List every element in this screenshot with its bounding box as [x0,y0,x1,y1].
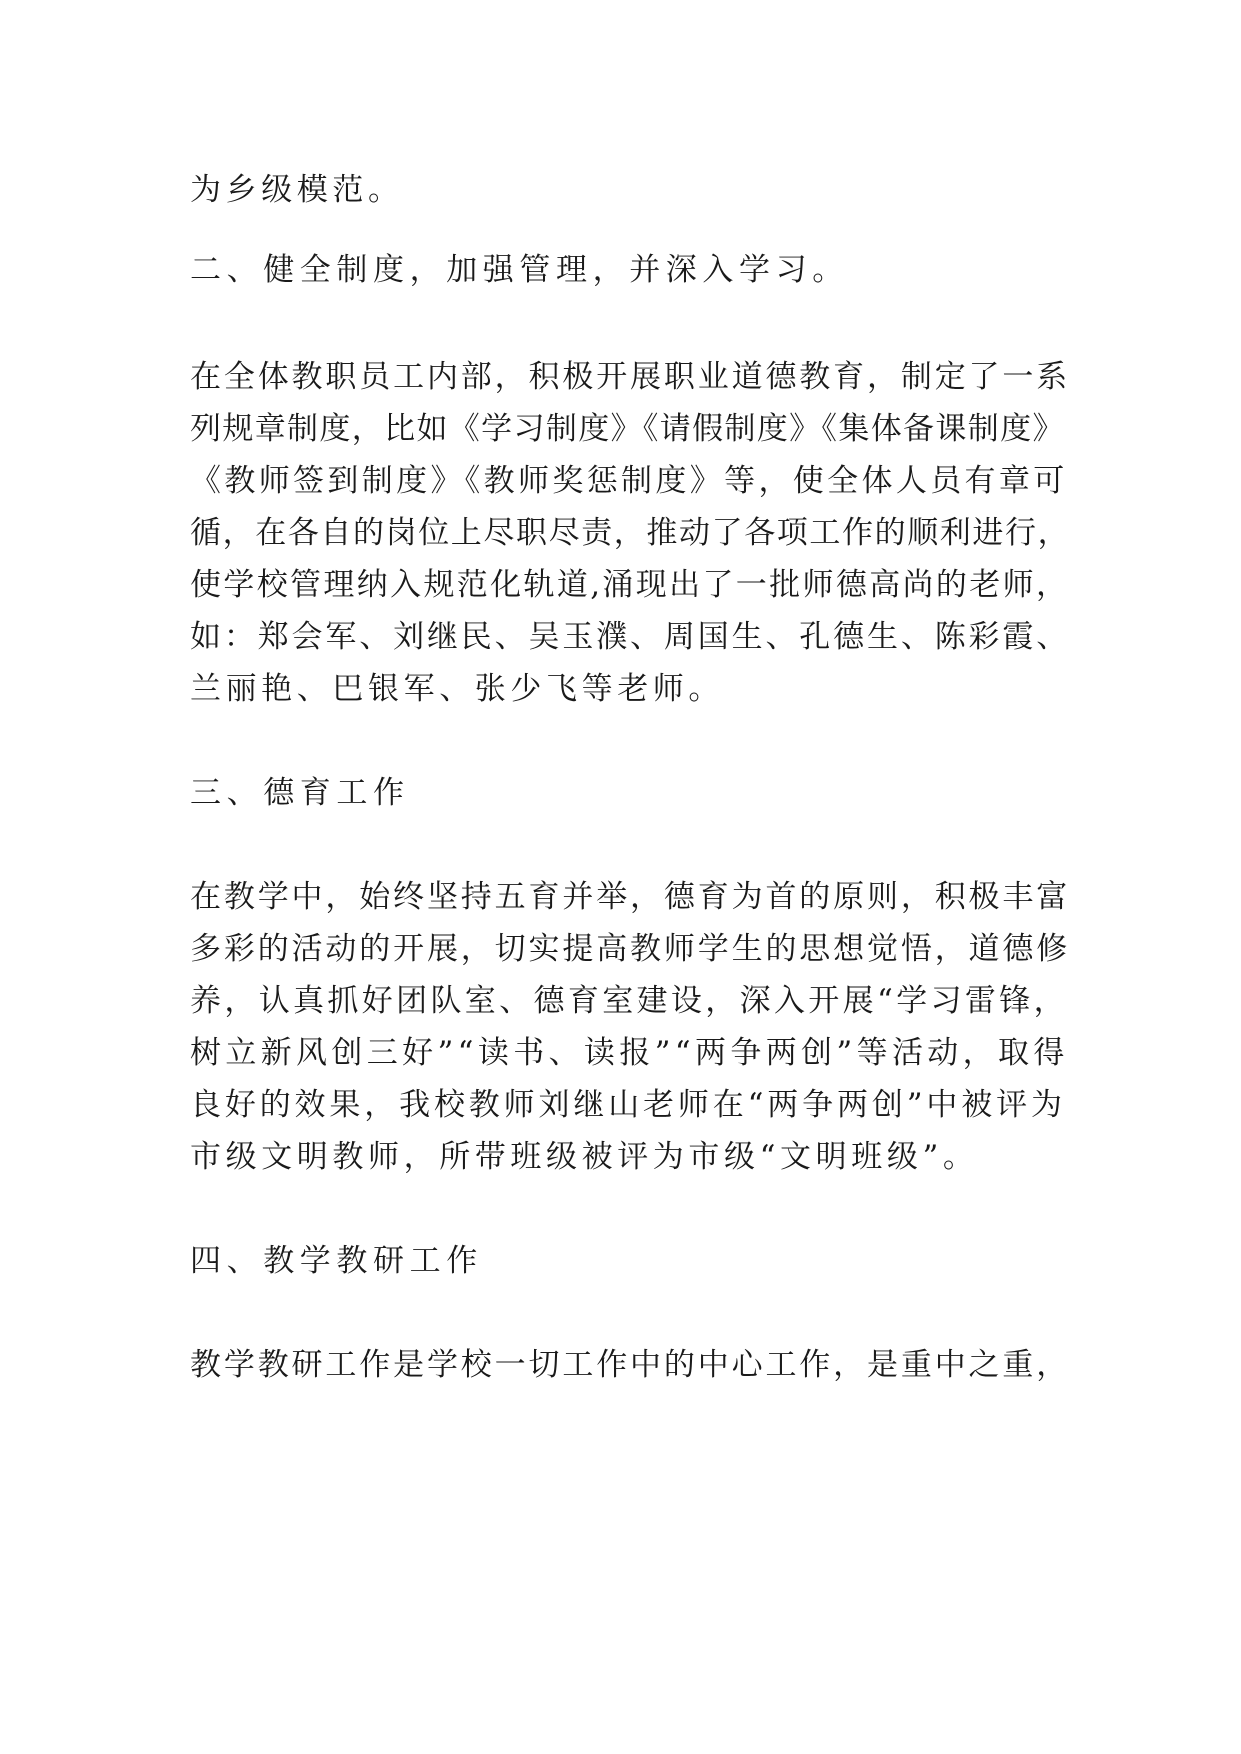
paragraph-line: 在全体教职员工内部，积极开展职业道德教育，制定了一系 [190,359,1071,395]
paragraph-line: 市级文明教师，所带班级被评为市级“文明班级”。 [190,1139,979,1175]
paragraph-line: 循，在各自的岗位上尽职尽责，推动了各项工作的顺利进行， [190,515,1071,551]
section-heading-2: 二、健全制度，加强管理，并深入学习。 [190,252,849,288]
paragraph-line: 如：郑会军、刘继民、吴玉濮、周国生、孔德生、陈彩霞、 [190,619,1071,655]
paragraph-line: 良好的效果，我校教师刘继山老师在“两争两创”中被评为 [190,1087,1066,1123]
paragraph-line: 《教师签到制度》《教师奖惩制度》等，使全体人员有章可 [190,463,1068,499]
section-heading-3: 三、德育工作 [190,775,410,811]
paragraph-line: 养，认真抓好团队室、德育室建设，深入开展“学习雷锋， [190,983,1068,1019]
paragraph-line: 使学校管理纳入规范化轨道,涌现出了一批师德高尚的老师， [190,567,1070,603]
paragraph-line: 教学教研工作是学校一切工作中的中心工作，是重中之重， [190,1347,1071,1383]
paragraph-line: 兰丽艳、巴银军、张少飞等老师。 [190,671,724,707]
paragraph-line: 树立新风创三好”“读书、读报”“两争两创”等活动，取得 [190,1035,1069,1071]
paragraph-line: 在教学中，始终坚持五育并举，德育为首的原则，积极丰富 [190,879,1071,915]
section-heading-4: 四、教学教研工作 [190,1243,483,1279]
paragraph-line: 列规章制度，比如《学习制度》《请假制度》《集体备课制度》 [190,411,1065,447]
paragraph-line: 为乡级模范。 [190,172,404,208]
paragraph-line: 多彩的活动的开展，切实提高教师学生的思想觉悟，道德修 [190,931,1071,967]
